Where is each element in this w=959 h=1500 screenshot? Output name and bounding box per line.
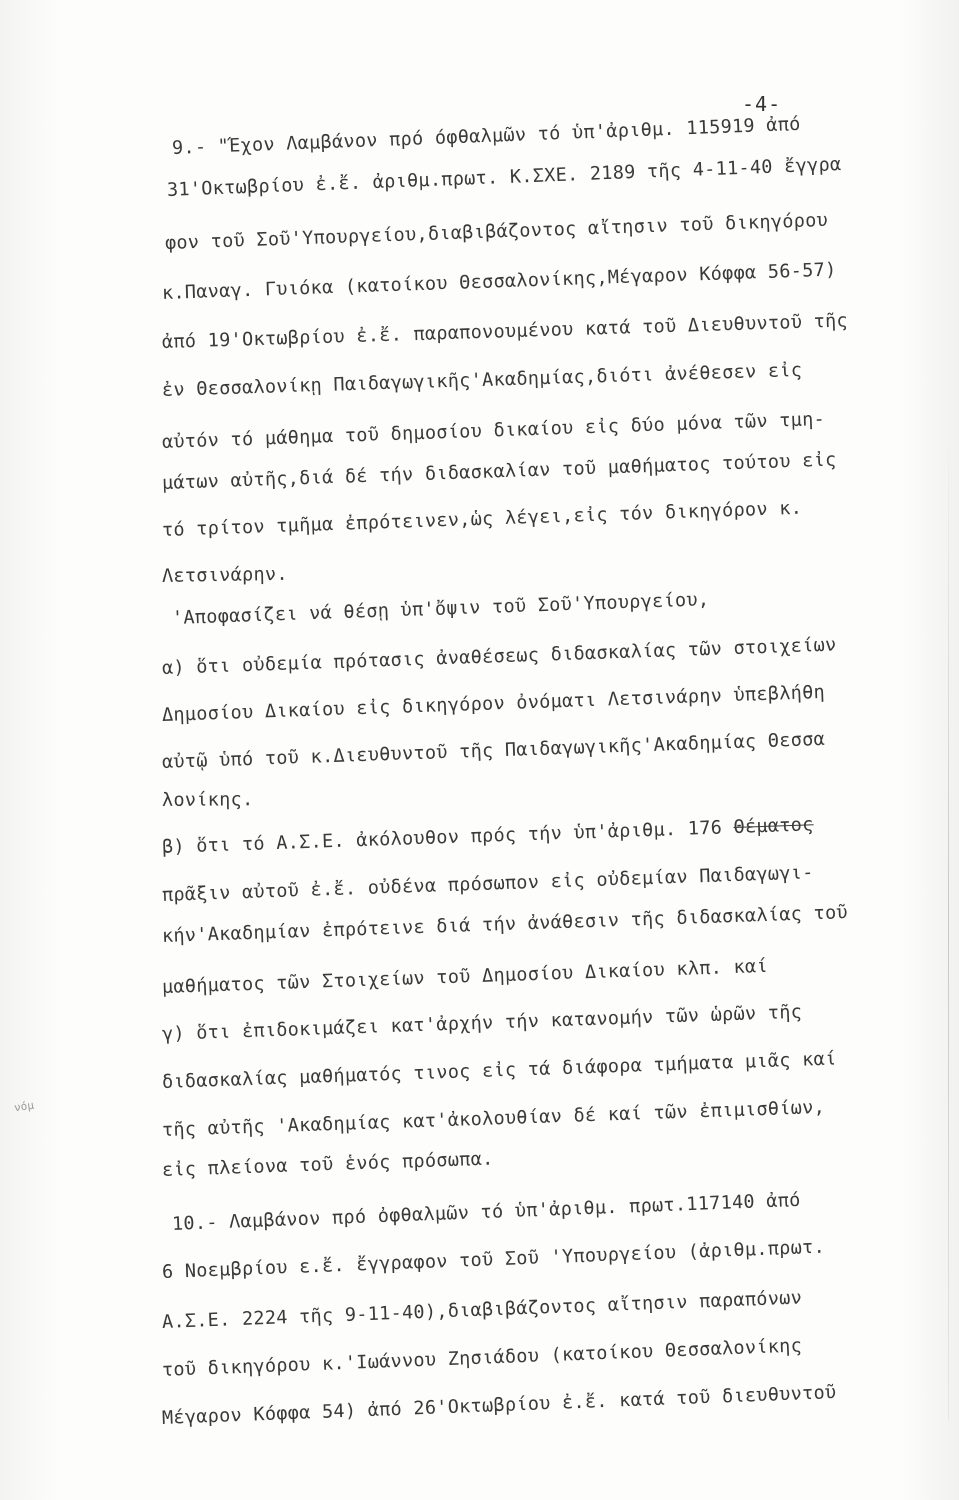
- line-text: β) ὅτι τό Α.Σ.Ε. ἀκόλουθον πρός τήν ὑπ'ἀριθμ. 176: [161, 817, 723, 858]
- text-line: αὐτῷ ὑπό τοῦ κ.Διευθυντοῦ τῆς Παιδαγωγικῆς'Ακαδημίας Θεσσα: [161, 728, 826, 773]
- text-line: 6 Νοεμβρίου ε.ἔ. ἔγγραφον τοῦ Σοῦ 'Υπουργείου (ἀριθμ.πρωτ.: [161, 1236, 826, 1283]
- text-line: κ.Παναγ. Γυιόκα (κατοίκου Θεσσαλονίκης,Μέγαρον Κόφφα 56-57): [161, 259, 837, 304]
- text-line: 'Αποφασίζει νά θέσῃ ὑπ'ὄψιν τοῦ Σοῦ'Υπουργείου,: [171, 589, 710, 629]
- text-line: μάτων αὐτῆς,διά δέ τήν διδασκαλίαν τοῦ μαθήματος τούτου εἰς: [161, 449, 837, 494]
- text-line: λονίκης.: [161, 789, 254, 811]
- text-line: Μέγαρον Κόφφα 54) ἀπό 26'Οκτωβρίου ἐ.ἔ. κατά τοῦ διευθυντοῦ: [161, 1382, 837, 1429]
- text-line: ἐν Θεσσαλονίκῃ Παιδαγωγικῆς'Ακαδημίας,διότι ἀνέθεσεν εἰς: [161, 359, 803, 401]
- text-line: διδασκαλίας μαθήματός τινος εἰς τά διάφορα τμήματα μιᾶς καί: [161, 1048, 837, 1093]
- text-line: Λετσινάρην.: [161, 563, 288, 587]
- text-line: τοῦ δικηγόρου κ.'Ιωάννου Ζησιάδου (κατοίκου Θεσσαλονίκης: [161, 1335, 803, 1381]
- text-line: [162, 814, 814, 858]
- margin-mark: νόμ: [13, 1098, 35, 1115]
- text-line: πρᾶξιν αὐτοῦ ἐ.ἔ. οὐδένα πρόσωπον εἰς οὐδεμίαν Παιδαγωγι-: [161, 862, 814, 906]
- text-line: γ) ὅτι ἐπιδοκιμάζει κατ'ἀρχήν τήν κατανομήν τῶν ὡρῶν τῆς: [161, 1001, 803, 1045]
- text-line: ἀπό 19'Οκτωβρίου ἐ.ἔ. παραπονουμένου κατά τοῦ Διευθυντοῦ τῆς: [161, 310, 849, 353]
- text-line: τό τρίτον τμῆμα ἐπρότεινεν,ὡς λέγει,εἰς τόν δικηγόρον κ.: [161, 497, 803, 541]
- text-line: Α.Σ.Ε. 2224 τῆς 9-11-40),διαβιβάζοντος αἴτησιν παραπόνων: [161, 1287, 803, 1333]
- text-line: 9.- "Έχον Λαμβάνον πρό όφθαλμῶν τό ὑπ'ἀριθμ. 115919 ἀπό: [171, 113, 802, 159]
- text-line: κήν'Ακαδημίαν ἐπρότεινε διά τήν ἀνάθεσιν τῆς διδασκαλίας τοῦ: [161, 902, 849, 947]
- text-line: 31'Οκτωβρίου ἐ.ἔ. ἀριθμ.πρωτ. Κ.ΣΧΕ. 2189 τῆς 4-11-40 ἔγγρα: [166, 154, 842, 201]
- text-line: αὐτόν τό μάθημα τοῦ δημοσίου δικαίου εἰς δύο μόνα τῶν τμη-: [161, 408, 826, 453]
- text-line: α) ὅτι οὐδεμία πρότασις ἀναθέσεως διδασκαλίας τῶν στοιχείων: [161, 634, 837, 679]
- text-line: μαθήματος τῶν Στοιχείων τοῦ Δημοσίου Δικαίου κλπ. καί: [161, 955, 769, 998]
- text-line: φον τοῦ Σοῦ'Υπουργείου,διαβιβάζοντος αἴτησιν τοῦ δικηγόρου: [164, 209, 829, 254]
- text-line: εἰς πλείονα τοῦ ἑνός πρόσωπα.: [161, 1148, 494, 1181]
- text-line: 10.- Λαμβάνον πρό ὀφθαλμῶν τό ὑπ'ἀριθμ. πρωτ.117140 ἀπό: [171, 1189, 802, 1235]
- page-edge-shadow: [948, 420, 949, 1420]
- text-line: τῆς αὐτῆς 'Ακαδημίας κατ'ἀκολουθίαν δέ καί τῶν ἐπιμισθίων,: [161, 1096, 826, 1141]
- text-line: Δημοσίου Δικαίου εἰς δικηγόρον ὀνόματι Λετσινάρην ὑπεβλήθη: [161, 681, 826, 726]
- page-number: -4-: [742, 92, 782, 116]
- struck-word: Θέματος: [733, 814, 814, 839]
